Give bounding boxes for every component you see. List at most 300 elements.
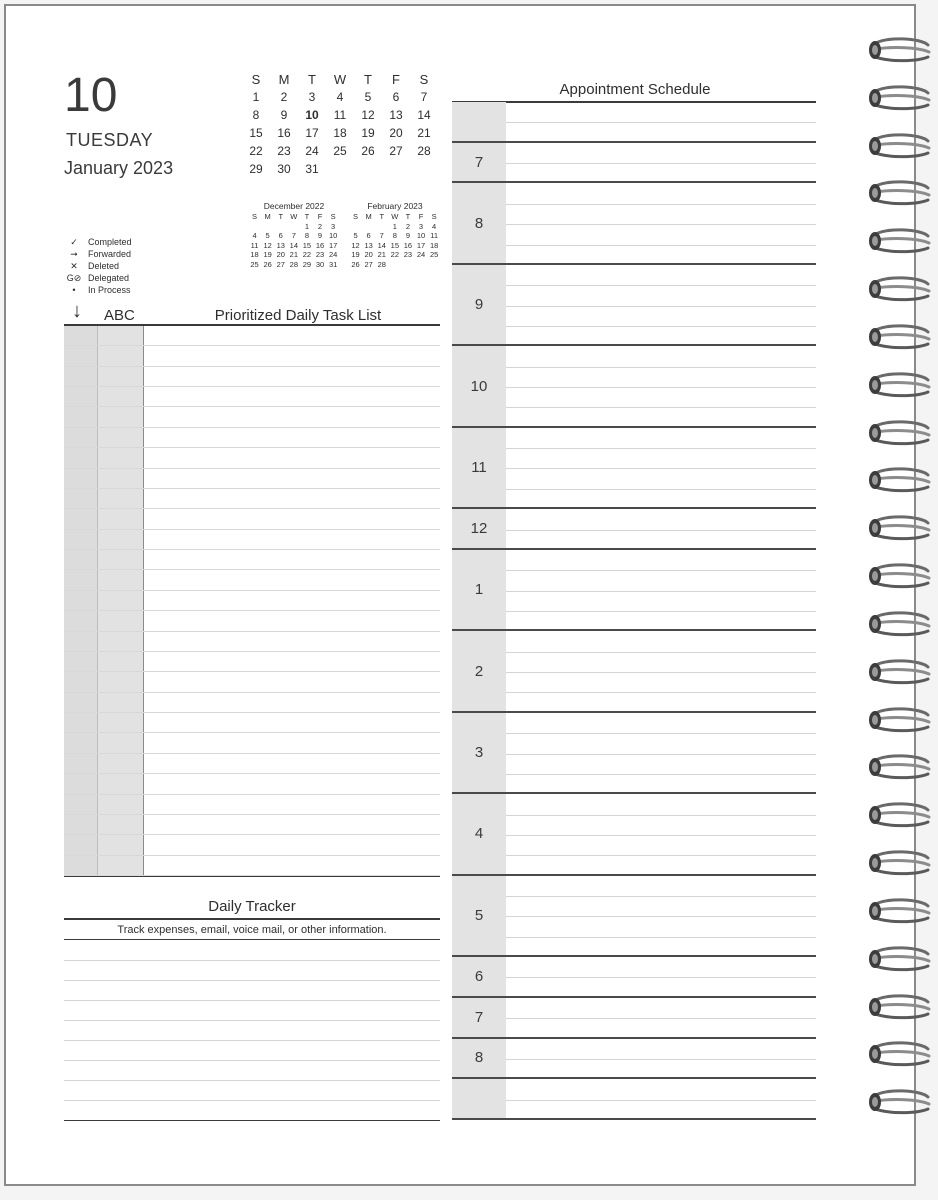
mini-calendar-title: February 2023 <box>367 201 423 211</box>
spiral-coil <box>866 371 932 401</box>
calendar-day: 29 <box>249 162 263 176</box>
task-status-cell <box>64 346 98 365</box>
mini-calendar-weekday: T <box>405 212 411 221</box>
task-priority-cell <box>98 795 144 814</box>
spiral-binding <box>866 36 936 1156</box>
task-priority-cell <box>98 672 144 691</box>
appointment-sub-line <box>506 733 816 734</box>
mini-calendar-day <box>274 222 287 232</box>
mini-calendar-day: 17 <box>416 240 426 250</box>
calendar-day: 5 <box>364 90 372 104</box>
appointment-hour-block <box>452 631 816 712</box>
calendar-day: 15 <box>249 126 263 140</box>
appointment-hour-label: 8 <box>452 183 506 262</box>
calendar-day: 7 <box>420 90 428 104</box>
spiral-coil <box>866 466 932 496</box>
mini-calendar-weekday: S <box>431 212 437 221</box>
calendar-day: 2 <box>280 90 288 104</box>
mini-calendar-week-row <box>248 260 340 270</box>
legend-symbol: ✓ <box>70 236 78 247</box>
appointment-sub-line <box>506 122 816 123</box>
day-number: 10 <box>64 69 118 122</box>
mini-calendar-day: 16 <box>315 240 325 250</box>
task-status-cell <box>64 754 98 773</box>
mini-calendar-day: 18 <box>250 250 259 259</box>
spiral-coil <box>866 36 932 66</box>
mini-calendar-day: 13 <box>276 240 285 250</box>
task-list-title: Prioritized Daily Task List <box>214 307 382 324</box>
appointment-sub-line <box>506 285 816 286</box>
mini-calendar-day: 25 <box>429 250 439 259</box>
mini-calendar-weekday: W <box>391 212 399 221</box>
daily-tracker-header-rule <box>64 918 440 920</box>
task-priority-cell <box>98 815 144 834</box>
calendar-day <box>382 160 410 178</box>
mini-calendar-weekday-row <box>248 212 340 222</box>
mini-calendar-day: 4 <box>252 231 257 240</box>
daily-tracker-title: Daily Tracker <box>208 898 296 915</box>
mini-calendar-day: 5 <box>265 231 270 240</box>
calendar-day: 17 <box>305 126 319 140</box>
task-status-cell <box>64 733 98 752</box>
task-status-cell <box>64 632 98 651</box>
calendar-day: 20 <box>389 126 403 140</box>
calendar-day: 6 <box>392 90 400 104</box>
mini-calendar-week-row <box>248 222 340 232</box>
calendar-day: 31 <box>305 162 319 176</box>
mini-calendar-day: 15 <box>390 240 399 250</box>
legend-symbol: • <box>72 285 76 295</box>
appointment-hour-label <box>452 1079 506 1118</box>
calendar-day: 14 <box>417 108 431 122</box>
appointment-hour-label: 7 <box>452 998 506 1037</box>
task-status-cell <box>64 835 98 854</box>
priority-column-header: ABC <box>104 307 135 324</box>
task-row <box>64 346 440 366</box>
spiral-coil <box>866 84 932 114</box>
task-status-cell <box>64 856 98 875</box>
mini-calendar-day: 26 <box>351 259 360 269</box>
spiral-coil <box>866 706 932 736</box>
mini-calendar-week-row <box>349 250 441 260</box>
appointment-sub-line <box>506 306 816 307</box>
mini-calendar-day: 10 <box>328 231 338 240</box>
task-row <box>64 652 440 672</box>
calendar-day: 4 <box>336 90 344 104</box>
appointment-sub-line <box>506 245 816 246</box>
mini-calendar-day: 25 <box>250 259 259 269</box>
appointment-hour-label: 9 <box>452 265 506 344</box>
mini-calendar-day: 7 <box>291 231 296 240</box>
task-priority-cell <box>98 713 144 732</box>
calendar-day: 13 <box>389 108 403 122</box>
task-status-cell <box>64 611 98 630</box>
mini-calendar-day: 16 <box>403 240 413 250</box>
mini-calendar-week-row <box>349 222 441 232</box>
task-row <box>64 632 440 652</box>
legend-item <box>64 236 132 248</box>
mini-calendar-day: 24 <box>328 250 338 259</box>
calendar-day <box>326 160 354 178</box>
task-status-cell <box>64 672 98 691</box>
tracker-line <box>64 980 440 981</box>
mini-calendar-day: 28 <box>377 259 386 269</box>
appointment-hour-block <box>452 1039 816 1080</box>
mini-calendar-weekday: M <box>264 212 271 221</box>
tracker-line <box>64 1020 440 1021</box>
appointment-hour-block <box>452 1079 816 1120</box>
legend-symbol: G⊘ <box>66 272 82 283</box>
mini-calendar-day: 10 <box>416 231 426 240</box>
task-row <box>64 591 440 611</box>
calendar-day <box>410 160 438 178</box>
spiral-coil <box>866 945 932 975</box>
task-row <box>64 509 440 529</box>
calendar-day: 21 <box>417 126 431 140</box>
mini-calendar-day: 2 <box>405 221 410 231</box>
calendar-day: 16 <box>277 126 291 140</box>
mini-calendar-title: December 2022 <box>263 201 325 211</box>
legend-label: Deleted <box>88 261 120 271</box>
task-list-bottom-rule <box>64 876 440 877</box>
mini-calendar-day <box>428 260 441 270</box>
mini-calendar-weekday: S <box>252 212 258 221</box>
appointment-hour-label: 2 <box>452 631 506 710</box>
appointment-sub-line <box>506 977 816 978</box>
spiral-coil <box>866 323 932 353</box>
calendar-day: 19 <box>361 126 375 140</box>
task-priority-cell <box>98 754 144 773</box>
mini-calendar-week-row <box>248 231 340 241</box>
appointment-sub-line <box>506 163 816 164</box>
task-status-cell <box>64 815 98 834</box>
calendar-day: 3 <box>308 90 316 104</box>
mini-calendar-week-row <box>248 250 340 260</box>
tracker-line <box>64 1100 440 1101</box>
tracker-line <box>64 1000 440 1001</box>
task-priority-cell <box>98 489 144 508</box>
mini-calendar-week-row <box>248 241 340 251</box>
appointment-sub-line <box>506 468 816 469</box>
task-status-cell <box>64 774 98 793</box>
tracker-line <box>64 960 440 961</box>
task-priority-cell <box>98 693 144 712</box>
appointment-sub-line <box>506 489 816 490</box>
calendar-weekday: F <box>392 72 400 87</box>
task-priority-cell <box>98 611 144 630</box>
task-priority-cell <box>98 509 144 528</box>
mini-calendar-day <box>287 222 300 232</box>
mini-calendar-day: 1 <box>304 221 309 231</box>
appointment-hour-block <box>452 957 816 998</box>
task-row <box>64 815 440 835</box>
task-status-cell <box>64 428 98 447</box>
spiral-coil <box>866 753 932 783</box>
task-priority-cell <box>98 550 144 569</box>
spiral-coil <box>866 562 932 592</box>
task-row <box>64 856 440 876</box>
appointment-hour-block <box>452 346 816 427</box>
mini-calendar-weekday: S <box>353 212 359 221</box>
calendar-day: 26 <box>361 144 375 158</box>
mini-calendar-weekday-row <box>349 212 441 222</box>
mini-calendar-day: 1 <box>392 221 397 231</box>
daily-tracker-instructions: Track expenses, email, voice mail, or other information. <box>117 924 387 936</box>
task-row <box>64 570 440 590</box>
task-row <box>64 733 440 753</box>
spiral-coil <box>866 849 932 879</box>
appointment-grid <box>452 102 816 1120</box>
appointment-sub-line <box>506 815 816 816</box>
legend-item <box>64 248 132 260</box>
appointment-sub-line <box>506 774 816 775</box>
mini-calendar-day: 9 <box>317 231 323 240</box>
tracker-line <box>64 1040 440 1041</box>
mini-calendar-weekday: T <box>379 212 385 221</box>
appointment-sub-line <box>506 672 816 673</box>
appointment-sub-line <box>506 692 816 693</box>
appointment-sub-line <box>506 224 816 225</box>
daily-tracker-bottom-rule <box>64 1120 440 1121</box>
task-priority-cell <box>98 326 144 345</box>
task-status-cell <box>64 591 98 610</box>
calendar-week-row <box>242 160 438 178</box>
calendar-weekday: M <box>278 72 290 87</box>
mini-calendar-week-row <box>349 241 441 251</box>
mini-calendar-day <box>388 260 401 270</box>
appointment-hour-label: 4 <box>452 794 506 873</box>
mini-calendar-day: 19 <box>351 250 360 259</box>
appointment-sub-line <box>506 204 816 205</box>
appointment-hour-label: 5 <box>452 876 506 955</box>
mini-calendar-day: 15 <box>302 240 312 250</box>
task-row <box>64 550 440 570</box>
task-row <box>64 713 440 733</box>
task-row <box>64 530 440 550</box>
mini-calendar-week-row <box>349 260 441 270</box>
legend-item <box>64 260 132 272</box>
mini-calendar-day: 20 <box>364 250 373 259</box>
task-row <box>64 693 440 713</box>
mini-calendar-day: 23 <box>315 250 325 259</box>
appointment-hour-block <box>452 143 816 184</box>
mini-calendar-day: 3 <box>331 221 336 231</box>
calendar-day: 23 <box>277 144 291 158</box>
mini-calendar-day <box>349 222 362 232</box>
mini-calendar-day: 8 <box>304 231 309 240</box>
mini-calendar-weekday: F <box>317 212 323 221</box>
task-status-cell <box>64 326 98 345</box>
task-row <box>64 672 440 692</box>
calendar-weekday: T <box>364 72 372 87</box>
mini-calendar-day: 7 <box>379 231 384 240</box>
task-priority-cell <box>98 407 144 426</box>
mini-calendar-weekday: F <box>418 212 424 221</box>
task-status-cell <box>64 795 98 814</box>
appointment-hour-block <box>452 102 816 143</box>
spiral-coil <box>866 179 932 209</box>
next-month-calendar <box>349 200 441 269</box>
appointment-hour-block <box>452 713 816 794</box>
status-legend <box>64 236 132 296</box>
appointment-sub-line <box>506 754 816 755</box>
mini-calendar-day <box>261 222 274 232</box>
appointment-hour-label: 11 <box>452 428 506 507</box>
task-priority-cell <box>98 367 144 386</box>
calendar-day: 30 <box>277 162 291 176</box>
mini-calendar-day <box>401 260 414 270</box>
calendar-week-row <box>242 106 438 124</box>
task-priority-cell <box>98 570 144 589</box>
appointment-hour-block <box>452 509 816 550</box>
month-year-label: January 2023 <box>64 158 174 178</box>
appointment-sub-line <box>506 326 816 327</box>
task-priority-cell <box>98 448 144 467</box>
calendar-day: 9 <box>280 108 288 122</box>
calendar-day: 27 <box>389 144 403 158</box>
task-priority-cell <box>98 632 144 651</box>
calendar-weekday: W <box>333 72 347 87</box>
mini-calendar-day: 17 <box>328 240 338 250</box>
mini-calendar-day: 9 <box>405 231 410 240</box>
appointment-sub-line <box>506 591 816 592</box>
task-row <box>64 326 440 346</box>
task-row <box>64 448 440 468</box>
mini-calendar-day: 13 <box>364 240 373 250</box>
task-priority-cell <box>98 591 144 610</box>
daily-tracker-sub-rule <box>64 939 440 940</box>
task-status-cell <box>64 570 98 589</box>
calendar-weekday: S <box>419 72 429 87</box>
spiral-coil <box>866 419 932 449</box>
task-priority-cell <box>98 774 144 793</box>
task-list-grid <box>64 326 440 876</box>
legend-label: Completed <box>88 237 132 247</box>
spiral-coil <box>866 132 932 162</box>
mini-calendar-day: 11 <box>430 231 438 240</box>
appointment-hour-block <box>452 428 816 509</box>
appointment-sub-line <box>506 1059 816 1060</box>
calendar-day: 8 <box>252 108 260 122</box>
task-status-cell <box>64 448 98 467</box>
task-status-cell <box>64 469 98 488</box>
mini-calendar-day: 12 <box>351 240 360 250</box>
calendar-weekday-row <box>242 70 438 88</box>
mini-calendar-weekday: W <box>290 212 298 221</box>
appointment-sub-line <box>506 367 816 368</box>
task-row <box>64 774 440 794</box>
mini-calendar-day: 4 <box>432 221 437 231</box>
appointment-sub-line <box>506 407 816 408</box>
mini-calendar-week-row <box>349 231 441 241</box>
calendar-weekday: S <box>251 72 261 87</box>
appointment-hour-label: 1 <box>452 550 506 629</box>
appointment-sub-line <box>506 1018 816 1019</box>
mini-calendar-day: 31 <box>328 259 338 269</box>
appointment-sub-line <box>506 835 816 836</box>
task-priority-cell <box>98 835 144 854</box>
mini-calendar-day: 18 <box>429 240 439 250</box>
appointment-hour-label: 3 <box>452 713 506 792</box>
mini-calendar-day: 2 <box>317 221 323 231</box>
calendar-week-row <box>242 142 438 160</box>
mini-calendar-day: 24 <box>416 250 426 259</box>
appointment-schedule-title: Appointment Schedule <box>559 81 711 98</box>
legend-item <box>64 284 132 296</box>
task-row <box>64 754 440 774</box>
calendar-day: 1 <box>252 90 260 104</box>
appointment-hour-block <box>452 550 816 631</box>
task-row <box>64 611 440 631</box>
task-row <box>64 835 440 855</box>
mini-calendar-day <box>362 222 375 232</box>
appointment-hour-block <box>452 794 816 875</box>
task-row <box>64 407 440 427</box>
calendar-day <box>354 160 382 178</box>
task-row <box>64 367 440 387</box>
task-priority-cell <box>98 469 144 488</box>
spiral-coil <box>866 1040 932 1070</box>
appointment-sub-line <box>506 387 816 388</box>
task-row <box>64 387 440 407</box>
appointment-sub-line <box>506 896 816 897</box>
legend-label: In Process <box>88 285 131 295</box>
appointment-sub-line <box>506 937 816 938</box>
mini-calendar-day: 30 <box>315 259 325 269</box>
mini-calendar-day: 8 <box>392 231 397 240</box>
spiral-coil <box>866 658 932 688</box>
appointment-sub-line <box>506 570 816 571</box>
spiral-coil <box>866 275 932 305</box>
mini-calendar-day: 5 <box>353 231 358 240</box>
spiral-coil <box>866 801 932 831</box>
mini-calendar-day <box>414 260 427 270</box>
appointment-sub-line <box>506 530 816 531</box>
task-priority-cell <box>98 856 144 875</box>
planner-page <box>4 4 916 1186</box>
mini-calendar-day: 19 <box>263 250 272 259</box>
appointment-hour-label: 12 <box>452 509 506 548</box>
task-status-cell <box>64 713 98 732</box>
appointment-hour-block <box>452 183 816 264</box>
mini-calendar-day: 21 <box>377 250 386 259</box>
spiral-coil <box>866 514 932 544</box>
mini-calendar-day: 21 <box>289 250 298 259</box>
mini-calendar-day: 20 <box>276 250 285 259</box>
calendar-day: 24 <box>305 144 319 158</box>
task-status-cell <box>64 387 98 406</box>
task-status-cell <box>64 693 98 712</box>
calendar-day: 12 <box>361 108 375 122</box>
task-status-cell <box>64 509 98 528</box>
appointment-hour-label: 8 <box>452 1039 506 1078</box>
spiral-coil <box>866 897 932 927</box>
task-status-cell <box>64 407 98 426</box>
task-status-cell <box>64 652 98 671</box>
mini-calendar-day: 28 <box>289 259 298 269</box>
calendar-week-row <box>242 124 438 142</box>
legend-label: Delegated <box>88 273 130 283</box>
appointment-sub-line <box>506 916 816 917</box>
legend-label: Forwarded <box>88 249 132 259</box>
task-row <box>64 795 440 815</box>
previous-month-calendar <box>248 200 340 269</box>
appointment-sub-line <box>506 611 816 612</box>
mini-calendar-weekday: T <box>304 212 310 221</box>
status-column-header: ↓ <box>72 300 82 322</box>
current-month-calendar <box>242 70 438 178</box>
task-status-cell <box>64 550 98 569</box>
